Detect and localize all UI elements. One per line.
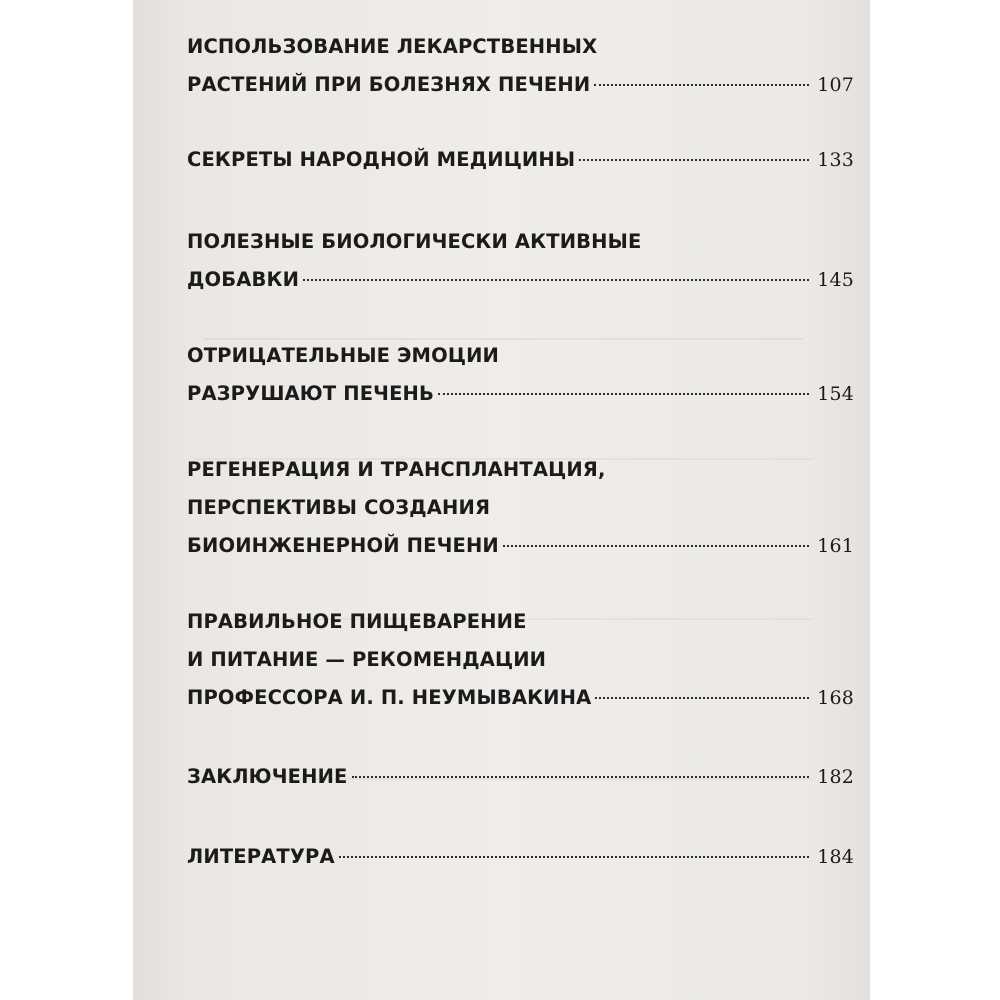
toc-entry <box>187 28 854 104</box>
toc-page-number: 145 <box>817 269 854 291</box>
toc-entry-title-line: БИОИНЖЕНЕРНОЙ ПЕЧЕНИ <box>187 534 499 557</box>
toc-entry <box>187 451 854 565</box>
dot-leader <box>594 84 809 86</box>
toc-entry-last-line <box>187 261 854 299</box>
dot-leader <box>579 159 809 161</box>
toc-entry-title-line: ПРАВИЛЬНОЕ ПИЩЕВАРЕНИЕ <box>187 610 527 633</box>
toc-entry <box>187 838 854 876</box>
toc-entry-title-line: СЕКРЕТЫ НАРОДНОЙ МЕДИЦИНЫ <box>187 148 576 171</box>
toc-page-number: 133 <box>817 149 854 171</box>
toc-entry <box>187 141 854 179</box>
toc-entry-title-line: ИСПОЛЬЗОВАНИЕ ЛЕКАРСТВЕННЫХ <box>187 35 598 58</box>
book-page <box>133 0 870 1000</box>
dot-leader <box>339 856 810 858</box>
dot-leader <box>303 279 809 281</box>
toc-entry <box>187 337 854 413</box>
toc-page-number: 168 <box>817 687 854 709</box>
toc-entry-title-line: ПЕРСПЕКТИВЫ СОЗДАНИЯ <box>187 496 491 519</box>
toc-entry-last-line <box>187 679 854 717</box>
toc-entry-title-line: ПРОФЕССОРА И. П. НЕУМЫВАКИНА <box>187 686 592 709</box>
dot-leader <box>595 697 809 699</box>
toc-entry-title-line: ЗАКЛЮЧЕНИЕ <box>187 765 348 788</box>
toc-entry-title-line: ЛИТЕРАТУРА <box>187 845 335 868</box>
toc-entry-last-line <box>187 758 854 796</box>
toc-entry <box>187 758 854 796</box>
toc-entry <box>187 603 854 717</box>
toc-entry-title-line: ОТРИЦАТЕЛЬНЫЕ ЭМОЦИИ <box>187 344 500 367</box>
toc-entry-title-line: РЕГЕНЕРАЦИЯ И ТРАНСПЛАНТАЦИЯ, <box>187 458 606 481</box>
toc-entry-last-line <box>187 66 854 104</box>
toc-page-number: 161 <box>817 535 854 557</box>
toc-entry-last-line <box>187 375 854 413</box>
toc-page-number: 184 <box>817 846 854 868</box>
toc-entry <box>187 223 854 299</box>
toc-entry-last-line <box>187 527 854 565</box>
toc-entry-last-line <box>187 141 854 179</box>
dot-leader <box>438 393 809 395</box>
toc-entry-title-line: РАСТЕНИЙ ПРИ БОЛЕЗНЯХ ПЕЧЕНИ <box>187 73 591 96</box>
toc-page-number: 182 <box>817 766 854 788</box>
toc-entry-title-line: ПОЛЕЗНЫЕ БИОЛОГИЧЕСКИ АКТИВНЫЕ <box>187 230 642 253</box>
toc-entry-title-line: РАЗРУШАЮТ ПЕЧЕНЬ <box>187 382 435 405</box>
toc-page-number: 107 <box>817 74 854 96</box>
toc-page-number: 154 <box>817 383 854 405</box>
dot-leader <box>352 776 810 778</box>
dot-leader <box>503 545 809 547</box>
toc-entry-last-line <box>187 838 854 876</box>
toc-entry-title-line: И ПИТАНИЕ — РЕКОМЕНДАЦИИ <box>187 648 547 671</box>
toc-entry-title-line: ДОБАВКИ <box>187 268 300 291</box>
